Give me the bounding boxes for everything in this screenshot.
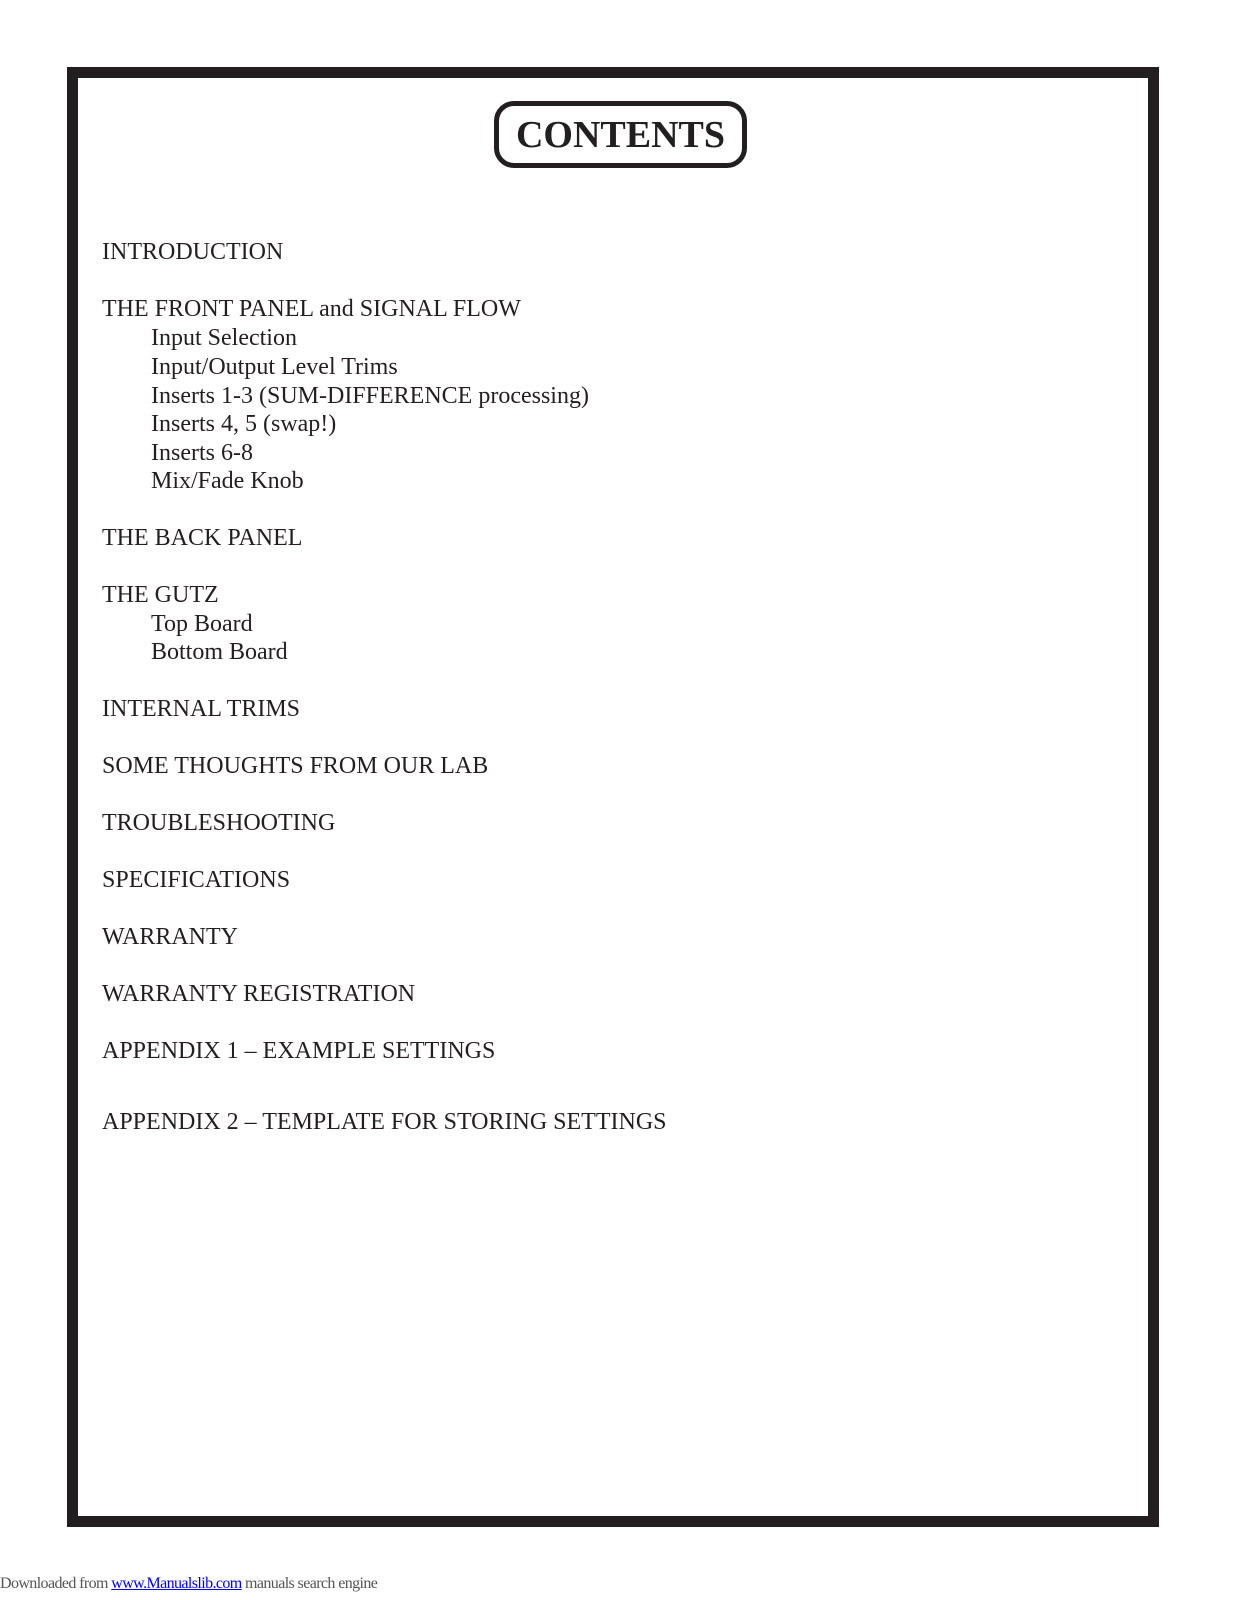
toc-entry-warranty: WARRANTY (102, 924, 238, 950)
toc-entry-thoughts: SOME THOUGHTS FROM OUR LAB (102, 753, 489, 779)
toc-entry-front-panel: THE FRONT PANEL and SIGNAL FLOW (102, 296, 521, 322)
toc-subentry: Input Selection (151, 325, 297, 351)
toc-entry-warranty-registration: WARRANTY REGISTRATION (102, 981, 416, 1007)
manualslib-link[interactable]: www.Manualslib.com (111, 1575, 242, 1592)
toc-subentry: Inserts 4, 5 (swap!) (151, 411, 337, 437)
footer-suffix: manuals search engine (241, 1575, 378, 1592)
toc-subentry: Inserts 6-8 (151, 440, 253, 466)
page-title: CONTENTS (515, 113, 726, 156)
toc-entry-internal-trims: INTERNAL TRIMS (102, 696, 300, 722)
toc-subentry: Bottom Board (151, 639, 288, 665)
toc-subentry: Inserts 1-3 (SUM-DIFFERENCE processing) (151, 383, 589, 409)
footer-prefix: Downloaded from (0, 1575, 112, 1592)
contents-title-box (494, 101, 747, 168)
page-border-frame (67, 67, 1159, 1527)
toc-entry-specifications: SPECIFICATIONS (102, 867, 291, 893)
toc-subentry: Mix/Fade Knob (151, 468, 304, 494)
toc-subentry: Input/Output Level Trims (151, 354, 398, 380)
toc-entry-introduction: INTRODUCTION (102, 239, 284, 265)
toc-entry-appendix-2: APPENDIX 2 – TEMPLATE FOR STORING SETTINGS (102, 1109, 667, 1135)
toc-subentry: Top Board (151, 611, 253, 637)
toc-entry-gutz: THE GUTZ (102, 582, 219, 608)
download-footer (0, 1574, 377, 1594)
toc-entry-appendix-1: APPENDIX 1 – EXAMPLE SETTINGS (102, 1038, 496, 1064)
toc-entry-back-panel: THE BACK PANEL (102, 525, 303, 551)
toc-entry-troubleshooting: TROUBLESHOOTING (102, 810, 336, 836)
